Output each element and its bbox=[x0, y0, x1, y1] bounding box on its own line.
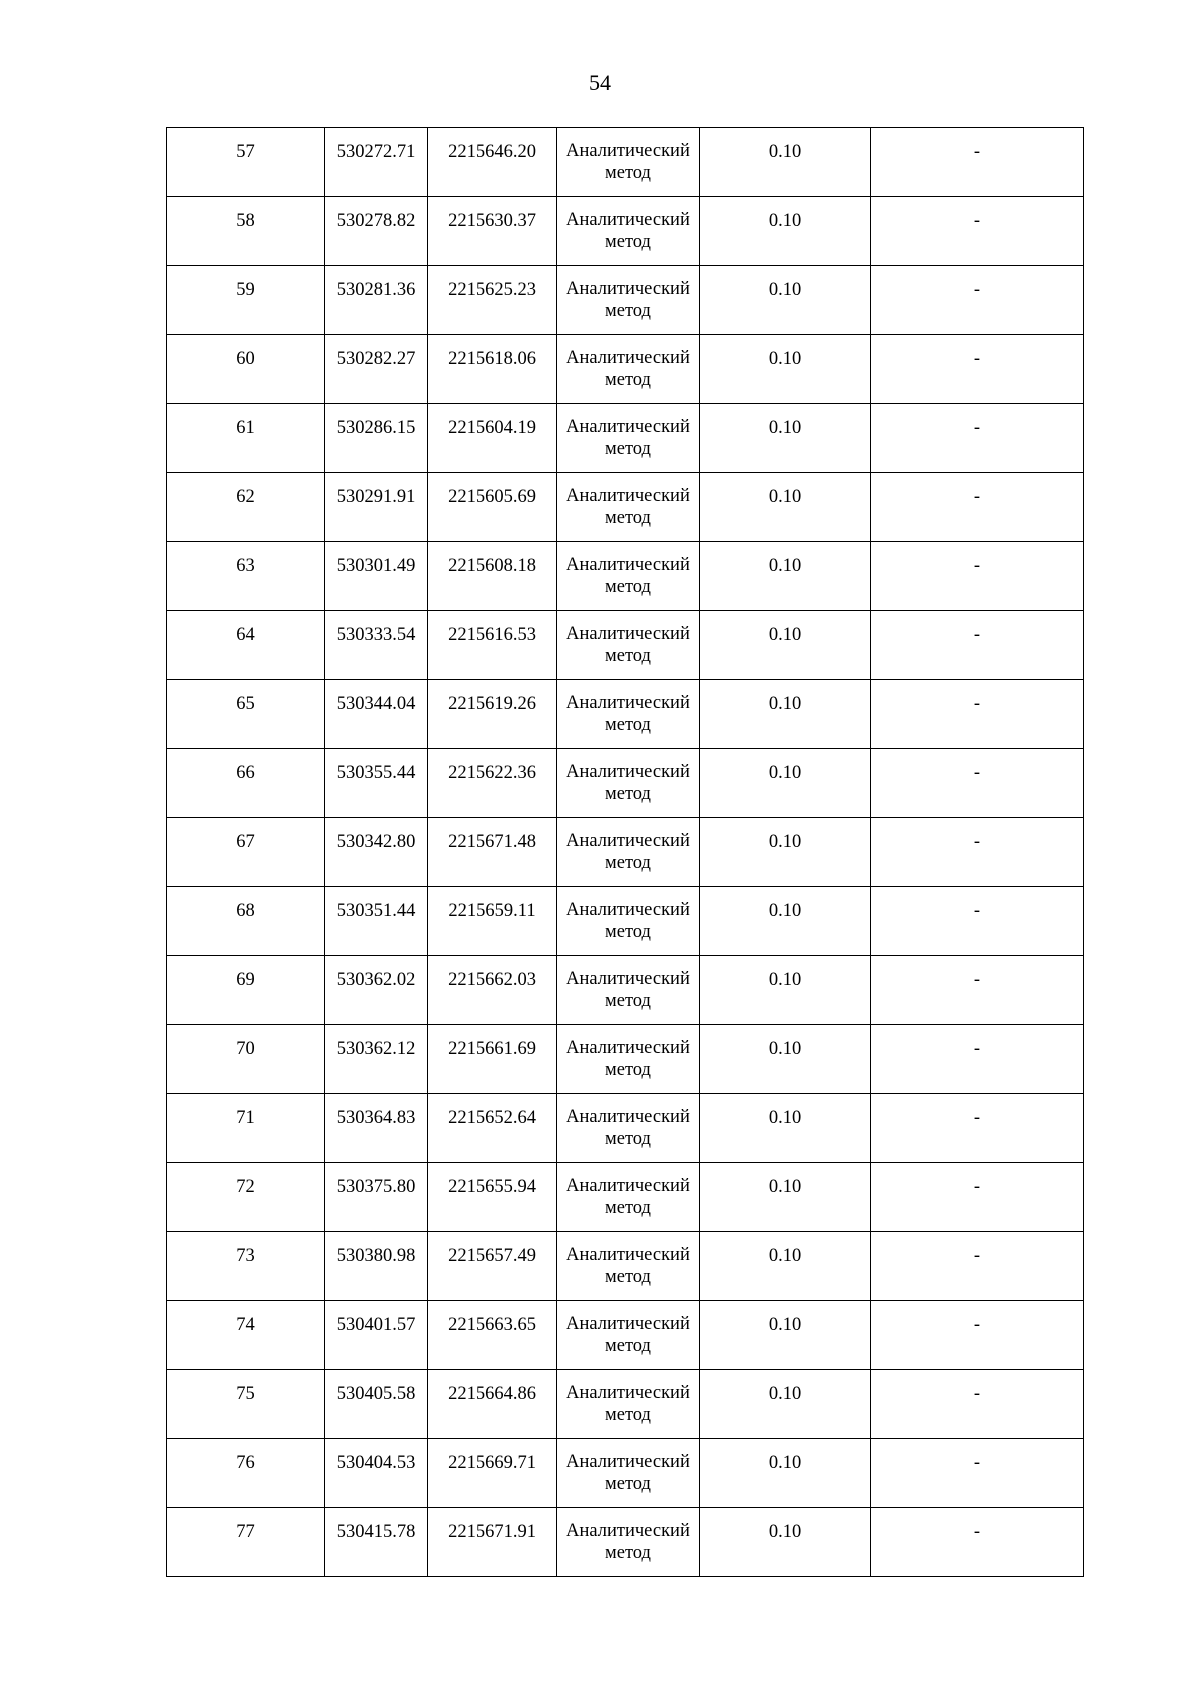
note-cell-text: - bbox=[973, 625, 981, 645]
accuracy-cell-text: 0.10 bbox=[768, 280, 802, 300]
y-coordinate-cell-text: 2215652.64 bbox=[448, 1108, 536, 1128]
y-coordinate-cell-text: 2215657.49 bbox=[448, 1246, 536, 1266]
x-coordinate-cell-text: 530351.44 bbox=[336, 901, 416, 921]
note-cell-text: - bbox=[973, 1315, 981, 1335]
x-coordinate-cell bbox=[325, 1025, 428, 1094]
x-coordinate-cell-text: 530404.53 bbox=[336, 1453, 416, 1473]
y-coordinate-cell bbox=[428, 1370, 557, 1439]
method-cell-text: Аналитический метод bbox=[566, 1176, 690, 1218]
method-cell-text: Аналитический метод bbox=[566, 900, 690, 942]
accuracy-cell-text: 0.10 bbox=[768, 1246, 802, 1266]
note-cell bbox=[871, 956, 1084, 1025]
y-coordinate-cell bbox=[428, 1508, 557, 1577]
method-cell-text: Аналитический метод bbox=[566, 417, 690, 459]
x-coordinate-cell-text: 530281.36 bbox=[336, 280, 416, 300]
x-coordinate-cell bbox=[325, 887, 428, 956]
note-cell bbox=[871, 1025, 1084, 1094]
x-coordinate-cell-text: 530355.44 bbox=[336, 763, 416, 783]
accuracy-cell bbox=[700, 956, 871, 1025]
point-number-cell bbox=[167, 749, 325, 818]
x-coordinate-cell bbox=[325, 404, 428, 473]
point-number-cell-text: 69 bbox=[236, 970, 255, 990]
note-cell-text: - bbox=[973, 349, 981, 369]
x-coordinate-cell-text: 530401.57 bbox=[336, 1315, 416, 1335]
y-coordinate-cell bbox=[428, 197, 557, 266]
accuracy-cell-text: 0.10 bbox=[768, 1384, 802, 1404]
note-cell-text: - bbox=[973, 763, 981, 783]
accuracy-cell-text: 0.10 bbox=[768, 832, 802, 852]
method-cell bbox=[557, 1163, 700, 1232]
y-coordinate-cell-text: 2215630.37 bbox=[448, 211, 536, 231]
point-number-cell-text: 57 bbox=[236, 142, 255, 162]
accuracy-cell-text: 0.10 bbox=[768, 1108, 802, 1128]
y-coordinate-cell bbox=[428, 1232, 557, 1301]
point-number-cell bbox=[167, 1094, 325, 1163]
y-coordinate-cell bbox=[428, 1094, 557, 1163]
note-cell-text: - bbox=[973, 418, 981, 438]
accuracy-cell bbox=[700, 887, 871, 956]
note-cell bbox=[871, 473, 1084, 542]
table-row bbox=[167, 473, 1084, 542]
accuracy-cell bbox=[700, 1025, 871, 1094]
note-cell bbox=[871, 1232, 1084, 1301]
method-cell bbox=[557, 818, 700, 887]
point-number-cell bbox=[167, 611, 325, 680]
y-coordinate-cell-text: 2215646.20 bbox=[448, 142, 536, 162]
method-cell-text: Аналитический метод bbox=[566, 141, 690, 183]
y-coordinate-cell-text: 2215608.18 bbox=[448, 556, 536, 576]
accuracy-cell-text: 0.10 bbox=[768, 1453, 802, 1473]
accuracy-cell bbox=[700, 1508, 871, 1577]
accuracy-cell-text: 0.10 bbox=[768, 1315, 802, 1335]
method-cell-text: Аналитический метод bbox=[566, 1245, 690, 1287]
note-cell bbox=[871, 404, 1084, 473]
x-coordinate-cell-text: 530333.54 bbox=[336, 625, 416, 645]
x-coordinate-cell-text: 530380.98 bbox=[336, 1246, 416, 1266]
accuracy-cell bbox=[700, 542, 871, 611]
accuracy-cell-text: 0.10 bbox=[768, 211, 802, 231]
coordinates-table-body bbox=[167, 128, 1084, 1577]
x-coordinate-cell bbox=[325, 956, 428, 1025]
x-coordinate-cell-text: 530286.15 bbox=[336, 418, 416, 438]
accuracy-cell-text: 0.10 bbox=[768, 418, 802, 438]
method-cell bbox=[557, 611, 700, 680]
point-number-cell-text: 77 bbox=[236, 1522, 255, 1542]
x-coordinate-cell bbox=[325, 611, 428, 680]
note-cell bbox=[871, 1508, 1084, 1577]
point-number-cell-text: 68 bbox=[236, 901, 255, 921]
y-coordinate-cell bbox=[428, 1025, 557, 1094]
method-cell-text: Аналитический метод bbox=[566, 279, 690, 321]
point-number-cell bbox=[167, 1301, 325, 1370]
x-coordinate-cell-text: 530415.78 bbox=[336, 1522, 416, 1542]
x-coordinate-cell bbox=[325, 335, 428, 404]
method-cell-text: Аналитический метод bbox=[566, 1452, 690, 1494]
note-cell bbox=[871, 197, 1084, 266]
point-number-cell-text: 59 bbox=[236, 280, 255, 300]
method-cell-text: Аналитический метод bbox=[566, 831, 690, 873]
table-row bbox=[167, 1508, 1084, 1577]
table-row bbox=[167, 680, 1084, 749]
note-cell bbox=[871, 887, 1084, 956]
accuracy-cell bbox=[700, 128, 871, 197]
y-coordinate-cell bbox=[428, 473, 557, 542]
method-cell-text: Аналитический метод bbox=[566, 1038, 690, 1080]
x-coordinate-cell bbox=[325, 680, 428, 749]
note-cell bbox=[871, 1301, 1084, 1370]
table-row bbox=[167, 1025, 1084, 1094]
y-coordinate-cell-text: 2215655.94 bbox=[448, 1177, 536, 1197]
note-cell-text: - bbox=[973, 556, 981, 576]
accuracy-cell bbox=[700, 335, 871, 404]
note-cell bbox=[871, 1163, 1084, 1232]
point-number-cell bbox=[167, 335, 325, 404]
y-coordinate-cell-text: 2215618.06 bbox=[448, 349, 536, 369]
x-coordinate-cell-text: 530272.71 bbox=[336, 142, 416, 162]
table-row bbox=[167, 956, 1084, 1025]
note-cell bbox=[871, 818, 1084, 887]
x-coordinate-cell-text: 530405.58 bbox=[336, 1384, 416, 1404]
y-coordinate-cell-text: 2215661.69 bbox=[448, 1039, 536, 1059]
note-cell bbox=[871, 680, 1084, 749]
point-number-cell bbox=[167, 1163, 325, 1232]
y-coordinate-cell-text: 2215619.26 bbox=[448, 694, 536, 714]
y-coordinate-cell-text: 2215605.69 bbox=[448, 487, 536, 507]
y-coordinate-cell-text: 2215622.36 bbox=[448, 763, 536, 783]
point-number-cell-text: 74 bbox=[236, 1315, 255, 1335]
table-row bbox=[167, 1301, 1084, 1370]
method-cell-text: Аналитический метод bbox=[566, 1107, 690, 1149]
point-number-cell bbox=[167, 197, 325, 266]
note-cell bbox=[871, 1370, 1084, 1439]
page-number: 54 bbox=[589, 70, 611, 95]
accuracy-cell bbox=[700, 1163, 871, 1232]
accuracy-cell bbox=[700, 266, 871, 335]
x-coordinate-cell-text: 530291.91 bbox=[336, 487, 416, 507]
table-row bbox=[167, 887, 1084, 956]
point-number-cell-text: 66 bbox=[236, 763, 255, 783]
point-number-cell bbox=[167, 1508, 325, 1577]
point-number-cell bbox=[167, 818, 325, 887]
y-coordinate-cell-text: 2215671.48 bbox=[448, 832, 536, 852]
point-number-cell bbox=[167, 956, 325, 1025]
point-number-cell-text: 61 bbox=[236, 418, 255, 438]
table-row bbox=[167, 611, 1084, 680]
accuracy-cell bbox=[700, 1301, 871, 1370]
coordinates-table bbox=[166, 127, 1084, 1577]
x-coordinate-cell bbox=[325, 749, 428, 818]
y-coordinate-cell bbox=[428, 1439, 557, 1508]
note-cell-text: - bbox=[973, 1039, 981, 1059]
accuracy-cell bbox=[700, 749, 871, 818]
method-cell-text: Аналитический метод bbox=[566, 1383, 690, 1425]
x-coordinate-cell-text: 530278.82 bbox=[336, 211, 416, 231]
method-cell-text: Аналитический метод bbox=[566, 486, 690, 528]
accuracy-cell-text: 0.10 bbox=[768, 487, 802, 507]
method-cell-text: Аналитический метод bbox=[566, 210, 690, 252]
method-cell-text: Аналитический метод bbox=[566, 624, 690, 666]
point-number-cell-text: 71 bbox=[236, 1108, 255, 1128]
y-coordinate-cell bbox=[428, 266, 557, 335]
x-coordinate-cell-text: 530282.27 bbox=[336, 349, 416, 369]
accuracy-cell bbox=[700, 818, 871, 887]
method-cell bbox=[557, 1094, 700, 1163]
method-cell-text: Аналитический метод bbox=[566, 693, 690, 735]
accuracy-cell-text: 0.10 bbox=[768, 901, 802, 921]
method-cell bbox=[557, 404, 700, 473]
note-cell bbox=[871, 542, 1084, 611]
table-row bbox=[167, 749, 1084, 818]
y-coordinate-cell-text: 2215671.91 bbox=[448, 1522, 536, 1542]
point-number-cell bbox=[167, 1370, 325, 1439]
y-coordinate-cell-text: 2215664.86 bbox=[448, 1384, 536, 1404]
y-coordinate-cell bbox=[428, 749, 557, 818]
note-cell-text: - bbox=[973, 280, 981, 300]
method-cell bbox=[557, 1370, 700, 1439]
method-cell bbox=[557, 1232, 700, 1301]
y-coordinate-cell-text: 2215669.71 bbox=[448, 1453, 536, 1473]
method-cell bbox=[557, 473, 700, 542]
x-coordinate-cell-text: 530342.80 bbox=[336, 832, 416, 852]
note-cell-text: - bbox=[973, 694, 981, 714]
accuracy-cell bbox=[700, 1370, 871, 1439]
point-number-cell-text: 64 bbox=[236, 625, 255, 645]
note-cell-text: - bbox=[973, 1108, 981, 1128]
x-coordinate-cell-text: 530362.02 bbox=[336, 970, 416, 990]
accuracy-cell bbox=[700, 404, 871, 473]
x-coordinate-cell-text: 530362.12 bbox=[336, 1039, 416, 1059]
note-cell-text: - bbox=[973, 1384, 981, 1404]
note-cell bbox=[871, 749, 1084, 818]
accuracy-cell bbox=[700, 1232, 871, 1301]
x-coordinate-cell bbox=[325, 197, 428, 266]
y-coordinate-cell-text: 2215616.53 bbox=[448, 625, 536, 645]
note-cell-text: - bbox=[973, 1453, 981, 1473]
note-cell-text: - bbox=[973, 1177, 981, 1197]
x-coordinate-cell bbox=[325, 1094, 428, 1163]
table-row bbox=[167, 1232, 1084, 1301]
note-cell-text: - bbox=[973, 487, 981, 507]
accuracy-cell-text: 0.10 bbox=[768, 142, 802, 162]
table-row bbox=[167, 266, 1084, 335]
method-cell-text: Аналитический метод bbox=[566, 1314, 690, 1356]
note-cell-text: - bbox=[973, 211, 981, 231]
table-row bbox=[167, 128, 1084, 197]
method-cell bbox=[557, 1025, 700, 1094]
method-cell bbox=[557, 335, 700, 404]
table-row bbox=[167, 1439, 1084, 1508]
note-cell-text: - bbox=[973, 1246, 981, 1266]
note-cell-text: - bbox=[973, 142, 981, 162]
y-coordinate-cell-text: 2215663.65 bbox=[448, 1315, 536, 1335]
x-coordinate-cell bbox=[325, 542, 428, 611]
x-coordinate-cell bbox=[325, 1370, 428, 1439]
y-coordinate-cell bbox=[428, 818, 557, 887]
x-coordinate-cell-text: 530344.04 bbox=[336, 694, 416, 714]
method-cell bbox=[557, 128, 700, 197]
y-coordinate-cell-text: 2215659.11 bbox=[448, 901, 536, 921]
table-row bbox=[167, 1094, 1084, 1163]
note-cell bbox=[871, 128, 1084, 197]
accuracy-cell-text: 0.10 bbox=[768, 694, 802, 714]
accuracy-cell-text: 0.10 bbox=[768, 1039, 802, 1059]
point-number-cell bbox=[167, 404, 325, 473]
point-number-cell bbox=[167, 1439, 325, 1508]
x-coordinate-cell-text: 530364.83 bbox=[336, 1108, 416, 1128]
y-coordinate-cell-text: 2215604.19 bbox=[448, 418, 536, 438]
y-coordinate-cell bbox=[428, 680, 557, 749]
accuracy-cell-text: 0.10 bbox=[768, 349, 802, 369]
method-cell bbox=[557, 1439, 700, 1508]
y-coordinate-cell bbox=[428, 1163, 557, 1232]
point-number-cell-text: 58 bbox=[236, 211, 255, 231]
note-cell bbox=[871, 1439, 1084, 1508]
method-cell bbox=[557, 956, 700, 1025]
x-coordinate-cell-text: 530301.49 bbox=[336, 556, 416, 576]
accuracy-cell bbox=[700, 1439, 871, 1508]
method-cell bbox=[557, 1301, 700, 1370]
point-number-cell-text: 63 bbox=[236, 556, 255, 576]
note-cell bbox=[871, 611, 1084, 680]
x-coordinate-cell bbox=[325, 1439, 428, 1508]
point-number-cell-text: 76 bbox=[236, 1453, 255, 1473]
point-number-cell-text: 70 bbox=[236, 1039, 255, 1059]
y-coordinate-cell bbox=[428, 956, 557, 1025]
accuracy-cell-text: 0.10 bbox=[768, 625, 802, 645]
point-number-cell-text: 73 bbox=[236, 1246, 255, 1266]
note-cell bbox=[871, 335, 1084, 404]
note-cell-text: - bbox=[973, 1522, 981, 1542]
accuracy-cell-text: 0.10 bbox=[768, 763, 802, 783]
method-cell-text: Аналитический метод bbox=[566, 969, 690, 1011]
table-row bbox=[167, 1163, 1084, 1232]
x-coordinate-cell bbox=[325, 1301, 428, 1370]
point-number-cell bbox=[167, 266, 325, 335]
table-row bbox=[167, 1370, 1084, 1439]
y-coordinate-cell bbox=[428, 335, 557, 404]
point-number-cell-text: 75 bbox=[236, 1384, 255, 1404]
accuracy-cell-text: 0.10 bbox=[768, 556, 802, 576]
y-coordinate-cell bbox=[428, 404, 557, 473]
accuracy-cell-text: 0.10 bbox=[768, 1177, 802, 1197]
accuracy-cell-text: 0.10 bbox=[768, 970, 802, 990]
x-coordinate-cell bbox=[325, 266, 428, 335]
note-cell bbox=[871, 1094, 1084, 1163]
note-cell-text: - bbox=[973, 970, 981, 990]
table-row bbox=[167, 404, 1084, 473]
y-coordinate-cell bbox=[428, 1301, 557, 1370]
point-number-cell-text: 72 bbox=[236, 1177, 255, 1197]
x-coordinate-cell bbox=[325, 1163, 428, 1232]
point-number-cell bbox=[167, 887, 325, 956]
x-coordinate-cell bbox=[325, 1232, 428, 1301]
table-row bbox=[167, 542, 1084, 611]
accuracy-cell bbox=[700, 473, 871, 542]
note-cell bbox=[871, 266, 1084, 335]
accuracy-cell bbox=[700, 680, 871, 749]
y-coordinate-cell bbox=[428, 542, 557, 611]
point-number-cell-text: 60 bbox=[236, 349, 255, 369]
point-number-cell-text: 62 bbox=[236, 487, 255, 507]
method-cell-text: Аналитический метод bbox=[566, 1521, 690, 1563]
x-coordinate-cell bbox=[325, 473, 428, 542]
x-coordinate-cell bbox=[325, 818, 428, 887]
y-coordinate-cell bbox=[428, 128, 557, 197]
method-cell bbox=[557, 1508, 700, 1577]
x-coordinate-cell bbox=[325, 1508, 428, 1577]
point-number-cell bbox=[167, 542, 325, 611]
method-cell bbox=[557, 266, 700, 335]
point-number-cell bbox=[167, 680, 325, 749]
accuracy-cell bbox=[700, 611, 871, 680]
method-cell bbox=[557, 887, 700, 956]
method-cell bbox=[557, 749, 700, 818]
accuracy-cell bbox=[700, 197, 871, 266]
note-cell-text: - bbox=[973, 901, 981, 921]
x-coordinate-cell bbox=[325, 128, 428, 197]
table-row bbox=[167, 335, 1084, 404]
y-coordinate-cell-text: 2215662.03 bbox=[448, 970, 536, 990]
table-row bbox=[167, 197, 1084, 266]
method-cell-text: Аналитический метод bbox=[566, 555, 690, 597]
y-coordinate-cell bbox=[428, 611, 557, 680]
point-number-cell bbox=[167, 1025, 325, 1094]
x-coordinate-cell-text: 530375.80 bbox=[336, 1177, 416, 1197]
method-cell bbox=[557, 680, 700, 749]
point-number-cell bbox=[167, 1232, 325, 1301]
point-number-cell-text: 65 bbox=[236, 694, 255, 714]
method-cell bbox=[557, 197, 700, 266]
note-cell-text: - bbox=[973, 832, 981, 852]
accuracy-cell bbox=[700, 1094, 871, 1163]
point-number-cell-text: 67 bbox=[236, 832, 255, 852]
method-cell-text: Аналитический метод bbox=[566, 348, 690, 390]
table-row bbox=[167, 818, 1084, 887]
y-coordinate-cell bbox=[428, 887, 557, 956]
method-cell bbox=[557, 542, 700, 611]
point-number-cell bbox=[167, 473, 325, 542]
point-number-cell bbox=[167, 128, 325, 197]
method-cell-text: Аналитический метод bbox=[566, 762, 690, 804]
accuracy-cell-text: 0.10 bbox=[768, 1522, 802, 1542]
y-coordinate-cell-text: 2215625.23 bbox=[448, 280, 536, 300]
